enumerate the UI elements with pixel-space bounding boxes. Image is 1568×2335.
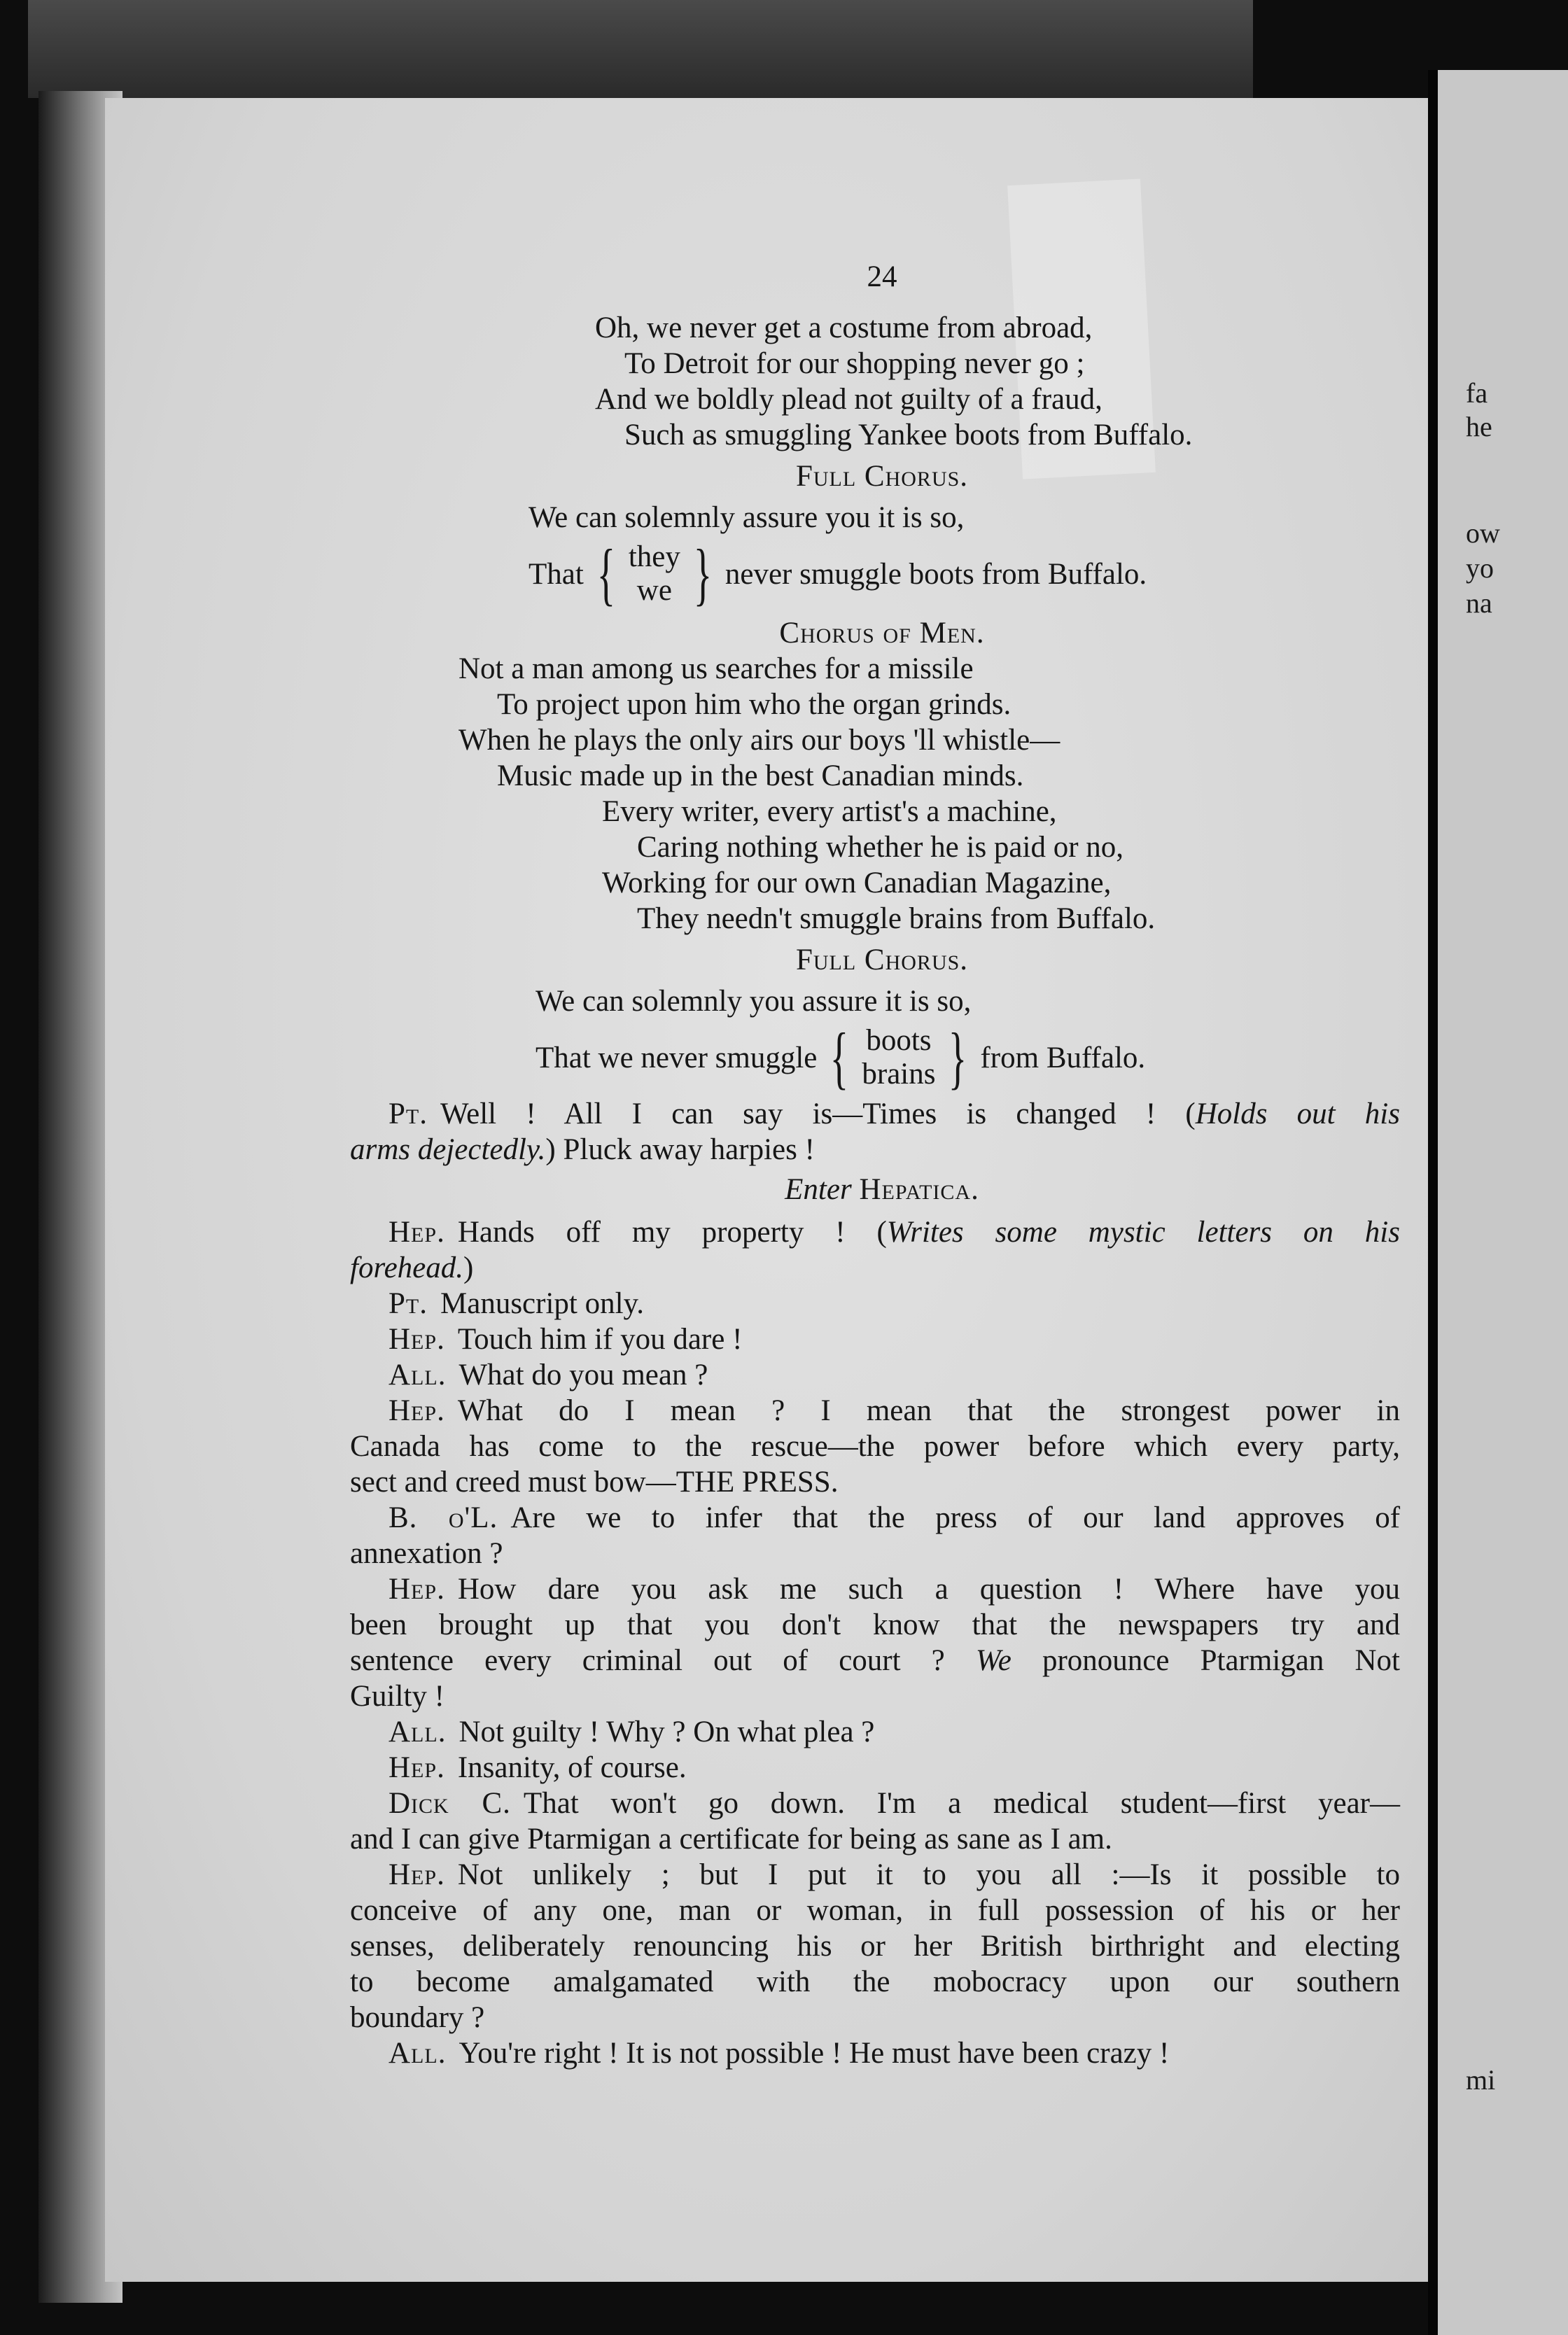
dialogue-line: Hep. Insanity, of course.: [388, 1751, 687, 1784]
verse-line: To Detroit for our shopping never go ;: [624, 347, 1085, 380]
dialogue-line: conceive of any one, man or woman, in full possession of his or her: [350, 1894, 1400, 1927]
chorus-brace-before: That we never smuggle: [536, 1041, 818, 1074]
dialogue-line: to become amalgamated with the mobocracy upon our southern: [350, 1965, 1400, 1998]
verse-1: [350, 310, 1414, 453]
dialogue-line: annexation ?: [350, 1537, 503, 1570]
dialogue-entry: [350, 1714, 1400, 1750]
dialogue-entry: [350, 1214, 1400, 1286]
dialogue-line: senses, deliberately renouncing his or her British birthright and electing: [350, 1930, 1400, 1963]
heading-full-chorus: Full Chorus.: [795, 944, 969, 976]
speaker-name: Hep.: [388, 1858, 445, 1891]
brace-option-top: boots: [866, 1024, 932, 1057]
stage-direction: Holds out his: [1195, 1098, 1400, 1130]
page-text: [350, 259, 1414, 2071]
left-brace: {: [830, 1018, 849, 1096]
dialogue-entry: [350, 1393, 1400, 1500]
dialogue-entry: [350, 1571, 1400, 1714]
verse-line: Caring nothing whether he is paid or no,: [637, 831, 1124, 864]
speaker-name: All.: [388, 1359, 447, 1391]
stage-direction: We: [975, 1644, 1011, 1677]
dialogue-line: Dick C. That won't go down. I'm a medical student—first year—: [388, 1787, 1401, 1820]
enter-word: Enter: [785, 1173, 852, 1206]
enter-character: Hepatica.: [859, 1173, 979, 1206]
facing-fragment: na: [1466, 587, 1492, 619]
speaker-name: Pt.: [388, 1098, 428, 1130]
chorus-brace-before: That: [528, 557, 584, 591]
brace-option-bottom: brains: [862, 1058, 936, 1091]
dialogue-line: Pt. Well ! All I can say is—Times is changed ! (Holds out his: [388, 1098, 1400, 1130]
speaker-name: Hep.: [388, 1573, 445, 1606]
stage-direction-enter: [350, 1172, 1414, 1207]
page-number: 24: [867, 260, 897, 293]
dialogue-block: [350, 1096, 1414, 1168]
verse-line: Oh, we never get a costume from abroad,: [595, 311, 1093, 344]
facing-fragment: mi: [1466, 2064, 1496, 2096]
verse-line: Working for our own Canadian Magazine,: [602, 867, 1112, 899]
stage-direction: arms dejectedly.: [350, 1133, 546, 1166]
right-brace: }: [693, 535, 713, 612]
chorus-brace-line: [350, 1019, 1414, 1096]
speaker-name: Hep.: [388, 1394, 445, 1427]
dialogue-entry: [350, 1286, 1400, 1321]
dialogue-entry: [350, 2035, 1400, 2071]
dialogue-entry: [350, 1500, 1400, 1571]
dialogue-entry: [350, 1750, 1400, 1786]
dialogue-block: [350, 1214, 1414, 2071]
verse-line: And we boldly plead not guilty of a fraud,: [595, 383, 1102, 416]
facing-page-edge: [1428, 70, 1568, 2335]
facing-fragment: yo: [1466, 552, 1494, 584]
dialogue-line: Hep. Not unlikely ; but I put it to you all :—Is it possible to: [388, 1858, 1400, 1891]
dialogue-entry: [350, 1357, 1400, 1393]
left-brace: {: [596, 535, 616, 612]
chorus-line: We can solemnly assure you it is so,: [528, 501, 965, 534]
speaker-name: Hep.: [388, 1751, 445, 1784]
facing-fragment: fa: [1466, 377, 1488, 409]
verse-line: Every writer, every artist's a machine,: [602, 795, 1057, 828]
dialogue-line: arms dejectedly.) Pluck away harpies !: [350, 1133, 815, 1166]
brace-option-top: they: [628, 540, 680, 573]
right-brace: }: [948, 1018, 967, 1096]
brace-options: [862, 1024, 935, 1091]
dialogue-entry: [350, 1857, 1400, 2035]
dialogue-line: boundary ?: [350, 2001, 485, 2034]
dialogue-line: forehead.): [350, 1251, 474, 1284]
verse-line: They needn't smuggle brains from Buffalo.: [637, 902, 1156, 935]
dialogue-line: B. o'L. Are we to infer that the press of our land approves of: [388, 1501, 1401, 1534]
dialogue-line: Guilty !: [350, 1680, 444, 1713]
speaker-name: B. o'L.: [388, 1501, 498, 1534]
dialogue-line: All. What do you mean ?: [388, 1359, 708, 1391]
speaker-name: Dick C.: [388, 1787, 511, 1820]
dialogue-line: Hep. How dare you ask me such a question ! Where have you: [388, 1573, 1400, 1606]
verse-line: Music made up in the best Canadian minds.: [497, 759, 1024, 792]
dialogue-line: sect and creed must bow—THE PRESS.: [350, 1466, 839, 1499]
verse-line: When he plays the only airs our boys 'll whistle—: [458, 724, 1060, 757]
brace-option-bottom: we: [636, 574, 672, 607]
dialogue-line: All. You're right ! It is not possible ! He must have been crazy !: [388, 2037, 1170, 2070]
heading-full-chorus: Full Chorus.: [795, 460, 969, 493]
chorus-line: We can solemnly you assure it is so,: [536, 985, 972, 1018]
heading-chorus-of-men: Chorus of Men.: [779, 617, 985, 650]
facing-fragment: he: [1466, 411, 1492, 442]
dialogue-line: sentence every criminal out of court ? We pronounce Ptarmigan Not: [350, 1644, 1400, 1677]
verse-line: Such as smuggling Yankee boots from Buffalo.: [624, 419, 1193, 451]
speaker-name: Hep.: [388, 1216, 445, 1249]
speaker-name: All.: [388, 1716, 447, 1748]
chorus-brace-line: [350, 535, 1414, 612]
verse-line: To project upon him who the organ grinds.: [497, 688, 1011, 721]
dialogue-line: Hep. Hands off my property ! (Writes some mystic letters on his: [388, 1216, 1400, 1249]
dialogue-line: Hep. Touch him if you dare !: [388, 1323, 743, 1356]
dialogue-line: been brought up that you don't know that the newspapers try and: [350, 1608, 1400, 1641]
dialogue-line: and I can give Ptarmigan a certificate for being as sane as I am.: [350, 1823, 1112, 1856]
chorus-brace-after: never smuggle boots from Buffalo.: [724, 557, 1147, 591]
chorus-brace-after: from Buffalo.: [980, 1041, 1146, 1074]
speaker-name: Pt.: [388, 1287, 428, 1320]
dialogue-entry: [350, 1096, 1400, 1168]
dialogue-line: Pt. Manuscript only.: [388, 1287, 645, 1320]
verse-line: Not a man among us searches for a missile: [458, 652, 974, 685]
dialogue-line: All. Not guilty ! Why ? On what plea ?: [388, 1716, 875, 1748]
facing-fragment: ow: [1466, 517, 1500, 549]
dialogue-entry: [350, 1786, 1400, 1857]
dialogue-line: Canada has come to the rescue—the power before which every party,: [350, 1430, 1400, 1463]
stage-direction: forehead.: [350, 1251, 464, 1284]
dialogue-line: Hep. What do I mean ? I mean that the strongest power in: [388, 1394, 1400, 1427]
speaker-name: Hep.: [388, 1323, 445, 1356]
scan-shadow: [28, 0, 1253, 98]
verse-2: [350, 651, 1414, 937]
dialogue-entry: [350, 1321, 1400, 1357]
brace-options: [629, 540, 680, 608]
speaker-name: All.: [388, 2037, 447, 2070]
stage-direction: Writes some mystic letters on his: [886, 1216, 1400, 1249]
